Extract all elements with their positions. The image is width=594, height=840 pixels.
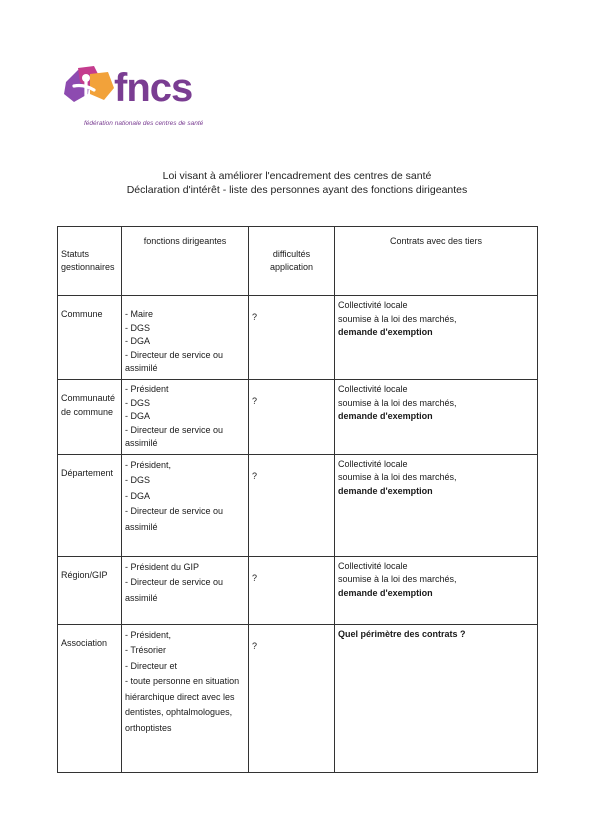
- difficulte-value: ?: [252, 470, 258, 481]
- cell-statut: Association: [58, 624, 122, 772]
- contrat-line: soumise à la loi des marchés,: [338, 574, 457, 584]
- contrat-emphasis: demande d'exemption: [338, 485, 433, 496]
- fonction-item: - DGA: [125, 411, 151, 421]
- difficulte-value: ?: [252, 396, 258, 406]
- document-title: [0, 169, 594, 197]
- header-difficultes: difficultés application: [249, 227, 335, 296]
- contrat-line: Collectivité locale: [338, 384, 408, 394]
- contrat-emphasis: Quel périmètre des contrats ?: [338, 628, 466, 639]
- cell-difficulte: [249, 624, 335, 772]
- cell-difficulte: [249, 556, 335, 624]
- cell-fonctions: [122, 380, 249, 455]
- cell-fonctions: [122, 624, 249, 772]
- header-fonctions: fonctions dirigeantes: [122, 227, 249, 296]
- cell-statut: Communauté de commune: [58, 380, 122, 455]
- table-header-row: [58, 227, 538, 296]
- cell-difficulte: [249, 296, 335, 380]
- contrat-emphasis: demande d'exemption: [338, 327, 433, 337]
- fonction-item: - Président: [125, 384, 169, 394]
- cell-fonctions: [122, 556, 249, 624]
- fonction-item: - DGS: [125, 475, 151, 485]
- fncs-logo: [60, 62, 220, 134]
- table-row: [58, 556, 538, 624]
- cell-contrats: [335, 624, 538, 772]
- cell-fonctions: [122, 296, 249, 380]
- cell-statut: Commune: [58, 296, 122, 380]
- difficulte-value: ?: [252, 640, 258, 651]
- difficulte-value: ?: [252, 572, 258, 583]
- fonction-item: - Directeur de service ou assimilé: [125, 506, 224, 532]
- table-row: [58, 624, 538, 772]
- contrat-line: Collectivité locale: [338, 458, 408, 469]
- cell-difficulte: [249, 454, 335, 556]
- fonction-item: - Président,: [125, 459, 172, 470]
- fonction-item: - DGA: [125, 490, 151, 501]
- logo-tagline: fédération nationale des centres de santé: [84, 120, 204, 127]
- cell-contrats: [335, 380, 538, 455]
- contrat-line: Collectivité locale: [338, 300, 408, 310]
- cell-statut: Département: [58, 454, 122, 556]
- contrat-line: soumise à la loi des marchés,: [338, 397, 457, 408]
- fonction-item: - Directeur et: [125, 660, 178, 671]
- fonction-item: - Trésorier: [125, 645, 167, 655]
- table-row: [58, 454, 538, 556]
- fonction-item: - Président,: [125, 629, 172, 640]
- fonction-item: - DGA: [125, 336, 151, 346]
- contrat-emphasis: demande d'exemption: [338, 587, 433, 598]
- logo-brand-text: fncs: [114, 66, 193, 110]
- table-row: [58, 380, 538, 455]
- cell-contrats: [335, 556, 538, 624]
- contrat-line: soumise à la loi des marchés,: [338, 313, 457, 324]
- cell-statut: Région/GIP: [58, 556, 122, 624]
- fonctions-table: [57, 226, 538, 773]
- header-statuts: Statuts gestionnaires: [58, 227, 122, 296]
- contrat-emphasis: demande d'exemption: [338, 411, 433, 421]
- header-contrats: Contrats avec des tiers: [335, 227, 538, 296]
- fonction-item: - DGS: [125, 397, 151, 408]
- fonction-item: - Directeur de service ou assimilé: [125, 349, 224, 373]
- fonction-item: - DGS: [125, 322, 151, 333]
- title-line-2: Déclaration d'intérêt - liste des personnes ayant des fonctions dirigeantes: [126, 184, 468, 196]
- fonction-item: - Directeur de service ou assimilé: [125, 577, 224, 603]
- contrat-line: soumise à la loi des marchés,: [338, 472, 457, 482]
- fncs-logo-mark: [60, 64, 116, 112]
- fonction-item: - Président du GIP: [125, 561, 200, 572]
- fonction-item: - Directeur de service ou assimilé: [125, 424, 224, 448]
- cell-fonctions: [122, 454, 249, 556]
- difficulte-value: ?: [252, 312, 258, 322]
- cell-difficulte: [249, 380, 335, 455]
- fonction-item: - toute personne en situation hiérarchique direct avec les dentistes, ophtalmologues, orthoptistes: [125, 676, 240, 733]
- title-line-1: Loi visant à améliorer l'encadrement des centres de santé: [162, 170, 432, 182]
- fonction-item: - Maire: [125, 309, 154, 319]
- cell-contrats: [335, 296, 538, 380]
- contrat-line: Collectivité locale: [338, 560, 408, 571]
- table-row: [58, 296, 538, 380]
- cell-contrats: [335, 454, 538, 556]
